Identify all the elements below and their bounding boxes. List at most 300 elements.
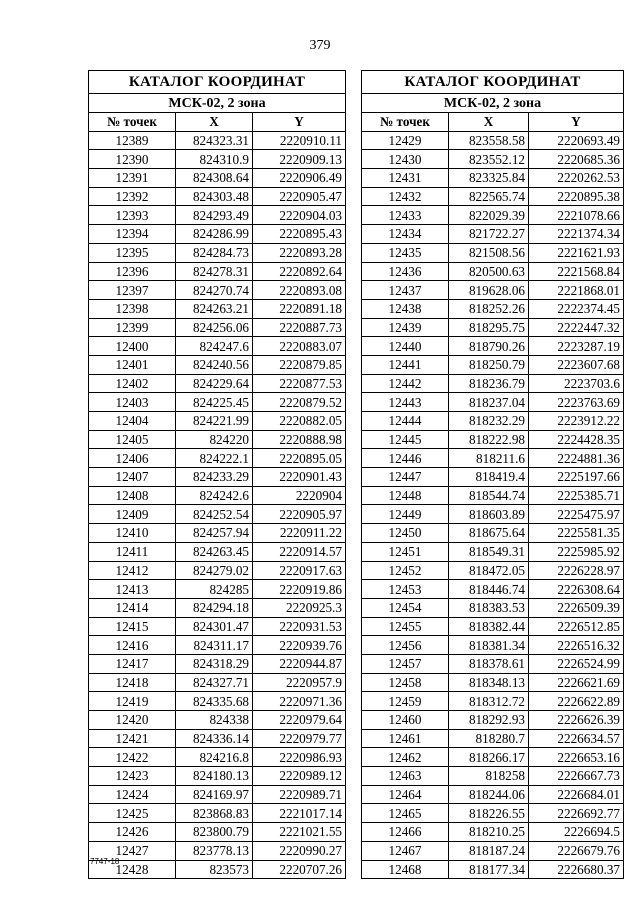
x-coordinate-cell: 818383.53 <box>449 598 529 617</box>
x-coordinate-cell: 824240.56 <box>176 355 253 374</box>
y-coordinate-cell: 2226679.76 <box>529 841 624 860</box>
column-header-x: X <box>176 113 253 132</box>
y-coordinate-cell: 2226626.39 <box>529 711 624 730</box>
y-coordinate-cell: 2220979.64 <box>253 711 346 730</box>
x-coordinate-cell: 821722.27 <box>449 225 529 244</box>
point-number-cell: 12434 <box>362 225 449 244</box>
table-row <box>362 262 624 281</box>
x-coordinate-cell: 818419.4 <box>449 468 529 487</box>
y-coordinate-cell: 2223763.69 <box>529 393 624 412</box>
y-coordinate-cell: 2220971.36 <box>253 692 346 711</box>
y-coordinate-cell: 2225581.35 <box>529 524 624 543</box>
point-number-cell: 12390 <box>89 150 176 169</box>
y-coordinate-cell: 2220883.07 <box>253 337 346 356</box>
y-coordinate-cell: 2221021.55 <box>253 823 346 842</box>
x-coordinate-cell: 824263.45 <box>176 542 253 561</box>
point-number-cell: 12428 <box>89 860 176 879</box>
point-number-cell: 12437 <box>362 281 449 300</box>
y-coordinate-cell: 2226694.5 <box>529 823 624 842</box>
point-number-cell: 12444 <box>362 412 449 431</box>
x-coordinate-cell: 824222.1 <box>176 449 253 468</box>
catalog-subtitle: МСК-02, 2 зона <box>362 94 624 113</box>
point-number-cell: 12455 <box>362 617 449 636</box>
table-row <box>362 617 624 636</box>
y-coordinate-cell: 2220685.36 <box>529 150 624 169</box>
y-coordinate-cell: 2226622.89 <box>529 692 624 711</box>
table-row <box>362 654 624 673</box>
y-coordinate-cell: 2220901.43 <box>253 468 346 487</box>
x-coordinate-cell: 824284.73 <box>176 243 253 262</box>
column-header-y: Y <box>529 113 624 132</box>
point-number-cell: 12407 <box>89 468 176 487</box>
x-coordinate-cell: 819628.06 <box>449 281 529 300</box>
y-coordinate-cell: 2220888.98 <box>253 430 346 449</box>
y-coordinate-cell: 2225385.71 <box>529 486 624 505</box>
table-row <box>89 355 346 374</box>
catalog-subtitle: МСК-02, 2 зона <box>89 94 346 113</box>
y-coordinate-cell: 2220909.13 <box>253 150 346 169</box>
column-header-y: Y <box>253 113 346 132</box>
table-row <box>362 580 624 599</box>
x-coordinate-cell: 818295.75 <box>449 318 529 337</box>
y-coordinate-cell: 2220891.18 <box>253 299 346 318</box>
x-coordinate-cell: 824180.13 <box>176 767 253 786</box>
y-coordinate-cell: 2226228.97 <box>529 561 624 580</box>
table-row <box>362 430 624 449</box>
point-number-cell: 12433 <box>362 206 449 225</box>
x-coordinate-cell: 824242.6 <box>176 486 253 505</box>
point-number-cell: 12457 <box>362 654 449 673</box>
x-coordinate-cell: 824303.48 <box>176 187 253 206</box>
point-number-cell: 12409 <box>89 505 176 524</box>
x-coordinate-cell: 824323.31 <box>176 131 253 150</box>
point-number-cell: 12466 <box>362 823 449 842</box>
table-row <box>362 169 624 188</box>
point-number-cell: 12460 <box>362 711 449 730</box>
point-number-cell: 12392 <box>89 187 176 206</box>
y-coordinate-cell: 2220877.53 <box>253 374 346 393</box>
y-coordinate-cell: 2225475.97 <box>529 505 624 524</box>
table-row <box>89 262 346 281</box>
point-number-cell: 12464 <box>362 785 449 804</box>
x-coordinate-cell: 823325.84 <box>449 169 529 188</box>
table-row <box>362 281 624 300</box>
x-coordinate-cell: 818292.93 <box>449 711 529 730</box>
y-coordinate-cell: 2220910.11 <box>253 131 346 150</box>
point-number-cell: 12431 <box>362 169 449 188</box>
table-row <box>89 598 346 617</box>
y-coordinate-cell: 2220895.38 <box>529 187 624 206</box>
x-coordinate-cell: 823778.13 <box>176 841 253 860</box>
table-row <box>362 524 624 543</box>
table-row <box>89 748 346 767</box>
point-number-cell: 12394 <box>89 225 176 244</box>
table-row <box>362 393 624 412</box>
x-coordinate-cell: 823573 <box>176 860 253 879</box>
y-coordinate-cell: 2220879.85 <box>253 355 346 374</box>
x-coordinate-cell: 818266.17 <box>449 748 529 767</box>
y-coordinate-cell: 2223703.6 <box>529 374 624 393</box>
y-coordinate-cell: 2226653.16 <box>529 748 624 767</box>
y-coordinate-cell: 2220882.05 <box>253 412 346 431</box>
point-number-cell: 12459 <box>362 692 449 711</box>
table-row <box>362 243 624 262</box>
y-coordinate-cell: 2220892.64 <box>253 262 346 281</box>
table-row <box>362 711 624 730</box>
y-coordinate-cell: 2220957.9 <box>253 673 346 692</box>
table-row <box>362 673 624 692</box>
table-row <box>89 243 346 262</box>
table-row <box>362 150 624 169</box>
x-coordinate-cell: 818312.72 <box>449 692 529 711</box>
point-number-cell: 12403 <box>89 393 176 412</box>
y-coordinate-cell: 2221621.93 <box>529 243 624 262</box>
x-coordinate-cell: 824310.9 <box>176 150 253 169</box>
point-number-cell: 12389 <box>89 131 176 150</box>
y-coordinate-cell: 2225197.66 <box>529 468 624 487</box>
x-coordinate-cell: 824220 <box>176 430 253 449</box>
coordinate-catalog-right <box>361 70 624 879</box>
y-coordinate-cell: 2220925.3 <box>253 598 346 617</box>
point-number-cell: 12440 <box>362 337 449 356</box>
point-number-cell: 12449 <box>362 505 449 524</box>
table-row <box>362 804 624 823</box>
point-number-cell: 12463 <box>362 767 449 786</box>
x-coordinate-cell: 823558.58 <box>449 131 529 150</box>
table-row <box>89 673 346 692</box>
x-coordinate-cell: 822029.39 <box>449 206 529 225</box>
x-coordinate-cell: 824278.31 <box>176 262 253 281</box>
table-row <box>89 636 346 655</box>
column-header-point: № точек <box>89 113 176 132</box>
y-coordinate-cell: 2220895.43 <box>253 225 346 244</box>
point-number-cell: 12419 <box>89 692 176 711</box>
y-coordinate-cell: 2220914.57 <box>253 542 346 561</box>
table-row <box>89 505 346 524</box>
point-number-cell: 12426 <box>89 823 176 842</box>
table-row <box>89 692 346 711</box>
point-number-cell: 12400 <box>89 337 176 356</box>
y-coordinate-cell: 2221868.01 <box>529 281 624 300</box>
table-row <box>89 841 346 860</box>
table-row <box>362 505 624 524</box>
x-coordinate-cell: 818549.31 <box>449 542 529 561</box>
y-coordinate-cell: 2221568.84 <box>529 262 624 281</box>
point-number-cell: 12446 <box>362 449 449 468</box>
y-coordinate-cell: 2220919.86 <box>253 580 346 599</box>
y-coordinate-cell: 2220893.28 <box>253 243 346 262</box>
x-coordinate-cell: 823800.79 <box>176 823 253 842</box>
table-row <box>362 131 624 150</box>
table-row <box>362 785 624 804</box>
table-row <box>89 131 346 150</box>
table-row <box>89 169 346 188</box>
table-row <box>362 187 624 206</box>
y-coordinate-cell: 2226516.32 <box>529 636 624 655</box>
x-coordinate-cell: 818237.04 <box>449 393 529 412</box>
x-coordinate-cell: 824336.14 <box>176 729 253 748</box>
y-coordinate-cell: 2226308.64 <box>529 580 624 599</box>
x-coordinate-cell: 818187.24 <box>449 841 529 860</box>
table-row <box>89 318 346 337</box>
table-row <box>362 636 624 655</box>
x-coordinate-cell: 818382.44 <box>449 617 529 636</box>
point-number-cell: 12441 <box>362 355 449 374</box>
footer-code: 7747-18 <box>90 857 120 866</box>
x-coordinate-cell: 818222.98 <box>449 430 529 449</box>
point-number-cell: 12442 <box>362 374 449 393</box>
y-coordinate-cell: 2220989.71 <box>253 785 346 804</box>
table-row <box>89 617 346 636</box>
point-number-cell: 12412 <box>89 561 176 580</box>
point-number-cell: 12402 <box>89 374 176 393</box>
table-row <box>362 206 624 225</box>
point-number-cell: 12438 <box>362 299 449 318</box>
x-coordinate-cell: 822565.74 <box>449 187 529 206</box>
point-number-cell: 12422 <box>89 748 176 767</box>
y-coordinate-cell: 2220931.53 <box>253 617 346 636</box>
table-row <box>362 748 624 767</box>
x-coordinate-cell: 818544.74 <box>449 486 529 505</box>
x-coordinate-cell: 824216.8 <box>176 748 253 767</box>
table-row <box>89 281 346 300</box>
x-coordinate-cell: 818280.7 <box>449 729 529 748</box>
y-coordinate-cell: 2220895.05 <box>253 449 346 468</box>
point-number-cell: 12413 <box>89 580 176 599</box>
table-row <box>89 823 346 842</box>
x-coordinate-cell: 824301.47 <box>176 617 253 636</box>
x-coordinate-cell: 818210.25 <box>449 823 529 842</box>
point-number-cell: 12443 <box>362 393 449 412</box>
y-coordinate-cell: 2220904 <box>253 486 346 505</box>
table-row <box>362 561 624 580</box>
table-row <box>362 412 624 431</box>
y-coordinate-cell: 2220893.08 <box>253 281 346 300</box>
y-coordinate-cell: 2220905.97 <box>253 505 346 524</box>
point-number-cell: 12410 <box>89 524 176 543</box>
x-coordinate-cell: 824229.64 <box>176 374 253 393</box>
y-coordinate-cell: 2220989.12 <box>253 767 346 786</box>
catalog-title: КАТАЛОГ КООРДИНАТ <box>362 71 624 94</box>
y-coordinate-cell: 2220944.87 <box>253 654 346 673</box>
x-coordinate-cell: 824338 <box>176 711 253 730</box>
table-row <box>89 524 346 543</box>
y-coordinate-cell: 2226621.69 <box>529 673 624 692</box>
x-coordinate-cell: 818675.64 <box>449 524 529 543</box>
table-row <box>362 860 624 879</box>
y-coordinate-cell: 2224428.35 <box>529 430 624 449</box>
point-number-cell: 12398 <box>89 299 176 318</box>
point-number-cell: 12420 <box>89 711 176 730</box>
y-coordinate-cell: 2220917.63 <box>253 561 346 580</box>
y-coordinate-cell: 2223912.22 <box>529 412 624 431</box>
y-coordinate-cell: 2220887.73 <box>253 318 346 337</box>
point-number-cell: 12396 <box>89 262 176 281</box>
table-row <box>362 225 624 244</box>
column-header-point: № точек <box>362 113 449 132</box>
table-row <box>89 187 346 206</box>
point-number-cell: 12424 <box>89 785 176 804</box>
y-coordinate-cell: 2225985.92 <box>529 542 624 561</box>
x-coordinate-cell: 824233.29 <box>176 468 253 487</box>
table-row <box>89 430 346 449</box>
point-number-cell: 12425 <box>89 804 176 823</box>
table-row <box>89 785 346 804</box>
x-coordinate-cell: 818250.79 <box>449 355 529 374</box>
table-row <box>362 598 624 617</box>
y-coordinate-cell: 2226667.73 <box>529 767 624 786</box>
y-coordinate-cell: 2226524.99 <box>529 654 624 673</box>
y-coordinate-cell: 2220707.26 <box>253 860 346 879</box>
table-row <box>362 692 624 711</box>
x-coordinate-cell: 818790.26 <box>449 337 529 356</box>
table-row <box>362 767 624 786</box>
table-row <box>89 580 346 599</box>
page-number: 379 <box>309 38 331 53</box>
point-number-cell: 12456 <box>362 636 449 655</box>
point-number-cell: 12423 <box>89 767 176 786</box>
y-coordinate-cell: 2220262.53 <box>529 169 624 188</box>
point-number-cell: 12458 <box>362 673 449 692</box>
point-number-cell: 12417 <box>89 654 176 673</box>
x-coordinate-cell: 818244.06 <box>449 785 529 804</box>
point-number-cell: 12452 <box>362 561 449 580</box>
x-coordinate-cell: 824285 <box>176 580 253 599</box>
point-number-cell: 12447 <box>362 468 449 487</box>
y-coordinate-cell: 2221017.14 <box>253 804 346 823</box>
y-coordinate-cell: 2222374.45 <box>529 299 624 318</box>
x-coordinate-cell: 824270.74 <box>176 281 253 300</box>
x-coordinate-cell: 818348.13 <box>449 673 529 692</box>
table-row <box>89 729 346 748</box>
y-coordinate-cell: 2222447.32 <box>529 318 624 337</box>
point-number-cell: 12435 <box>362 243 449 262</box>
y-coordinate-cell: 2224881.36 <box>529 449 624 468</box>
table-row <box>89 860 346 879</box>
y-coordinate-cell: 2220904.03 <box>253 206 346 225</box>
table-row <box>89 561 346 580</box>
table-row <box>89 299 346 318</box>
table-row <box>362 337 624 356</box>
point-number-cell: 12391 <box>89 169 176 188</box>
point-number-cell: 12451 <box>362 542 449 561</box>
point-number-cell: 12445 <box>362 430 449 449</box>
table-row <box>89 393 346 412</box>
y-coordinate-cell: 2220990.27 <box>253 841 346 860</box>
x-coordinate-cell: 818252.26 <box>449 299 529 318</box>
table-row <box>362 318 624 337</box>
point-number-cell: 12399 <box>89 318 176 337</box>
point-number-cell: 12421 <box>89 729 176 748</box>
catalog-title: КАТАЛОГ КООРДИНАТ <box>89 71 346 94</box>
x-coordinate-cell: 818381.34 <box>449 636 529 655</box>
x-coordinate-cell: 823552.12 <box>449 150 529 169</box>
x-coordinate-cell: 824286.99 <box>176 225 253 244</box>
x-coordinate-cell: 818378.61 <box>449 654 529 673</box>
y-coordinate-cell: 2220911.22 <box>253 524 346 543</box>
table-row <box>362 542 624 561</box>
point-number-cell: 12461 <box>362 729 449 748</box>
x-coordinate-cell: 824252.54 <box>176 505 253 524</box>
x-coordinate-cell: 818177.34 <box>449 860 529 879</box>
table-row <box>89 374 346 393</box>
point-number-cell: 12439 <box>362 318 449 337</box>
point-number-cell: 12405 <box>89 430 176 449</box>
table-row <box>89 412 346 431</box>
x-coordinate-cell: 824263.21 <box>176 299 253 318</box>
x-coordinate-cell: 818211.6 <box>449 449 529 468</box>
x-coordinate-cell: 824318.29 <box>176 654 253 673</box>
y-coordinate-cell: 2220879.52 <box>253 393 346 412</box>
table-row <box>362 729 624 748</box>
table-row <box>362 449 624 468</box>
point-number-cell: 12397 <box>89 281 176 300</box>
point-number-cell: 12467 <box>362 841 449 860</box>
y-coordinate-cell: 2223607.68 <box>529 355 624 374</box>
table-row <box>362 823 624 842</box>
table-row <box>89 711 346 730</box>
table-row <box>362 468 624 487</box>
point-number-cell: 12406 <box>89 449 176 468</box>
point-number-cell: 12416 <box>89 636 176 655</box>
point-number-cell: 12393 <box>89 206 176 225</box>
x-coordinate-cell: 824311.17 <box>176 636 253 655</box>
point-number-cell: 12415 <box>89 617 176 636</box>
y-coordinate-cell: 2221374.34 <box>529 225 624 244</box>
table-row <box>89 767 346 786</box>
y-coordinate-cell: 2223287.19 <box>529 337 624 356</box>
x-coordinate-cell: 824293.49 <box>176 206 253 225</box>
x-coordinate-cell: 824327.71 <box>176 673 253 692</box>
y-coordinate-cell: 2220986.93 <box>253 748 346 767</box>
y-coordinate-cell: 2226634.57 <box>529 729 624 748</box>
table-row <box>362 486 624 505</box>
point-number-cell: 12427 <box>89 841 176 860</box>
table-row <box>362 299 624 318</box>
point-number-cell: 12411 <box>89 542 176 561</box>
x-coordinate-cell: 824257.94 <box>176 524 253 543</box>
table-row <box>89 468 346 487</box>
table-row <box>362 374 624 393</box>
point-number-cell: 12408 <box>89 486 176 505</box>
point-number-cell: 12414 <box>89 598 176 617</box>
x-coordinate-cell: 824169.97 <box>176 785 253 804</box>
catalog-rows <box>362 131 624 879</box>
x-coordinate-cell: 818236.79 <box>449 374 529 393</box>
table-row <box>89 150 346 169</box>
point-number-cell: 12404 <box>89 412 176 431</box>
x-coordinate-cell: 821508.56 <box>449 243 529 262</box>
x-coordinate-cell: 824279.02 <box>176 561 253 580</box>
column-header-x: X <box>449 113 529 132</box>
y-coordinate-cell: 2226684.01 <box>529 785 624 804</box>
point-number-cell: 12401 <box>89 355 176 374</box>
point-number-cell: 12448 <box>362 486 449 505</box>
point-number-cell: 12430 <box>362 150 449 169</box>
y-coordinate-cell: 2221078.66 <box>529 206 624 225</box>
y-coordinate-cell: 2226680.37 <box>529 860 624 879</box>
table-row <box>89 337 346 356</box>
point-number-cell: 12462 <box>362 748 449 767</box>
y-coordinate-cell: 2226692.77 <box>529 804 624 823</box>
x-coordinate-cell: 818472.05 <box>449 561 529 580</box>
table-row <box>89 654 346 673</box>
y-coordinate-cell: 2220905.47 <box>253 187 346 206</box>
y-coordinate-cell: 2220906.49 <box>253 169 346 188</box>
point-number-cell: 12432 <box>362 187 449 206</box>
x-coordinate-cell: 820500.63 <box>449 262 529 281</box>
coordinate-catalog-left <box>88 70 346 879</box>
